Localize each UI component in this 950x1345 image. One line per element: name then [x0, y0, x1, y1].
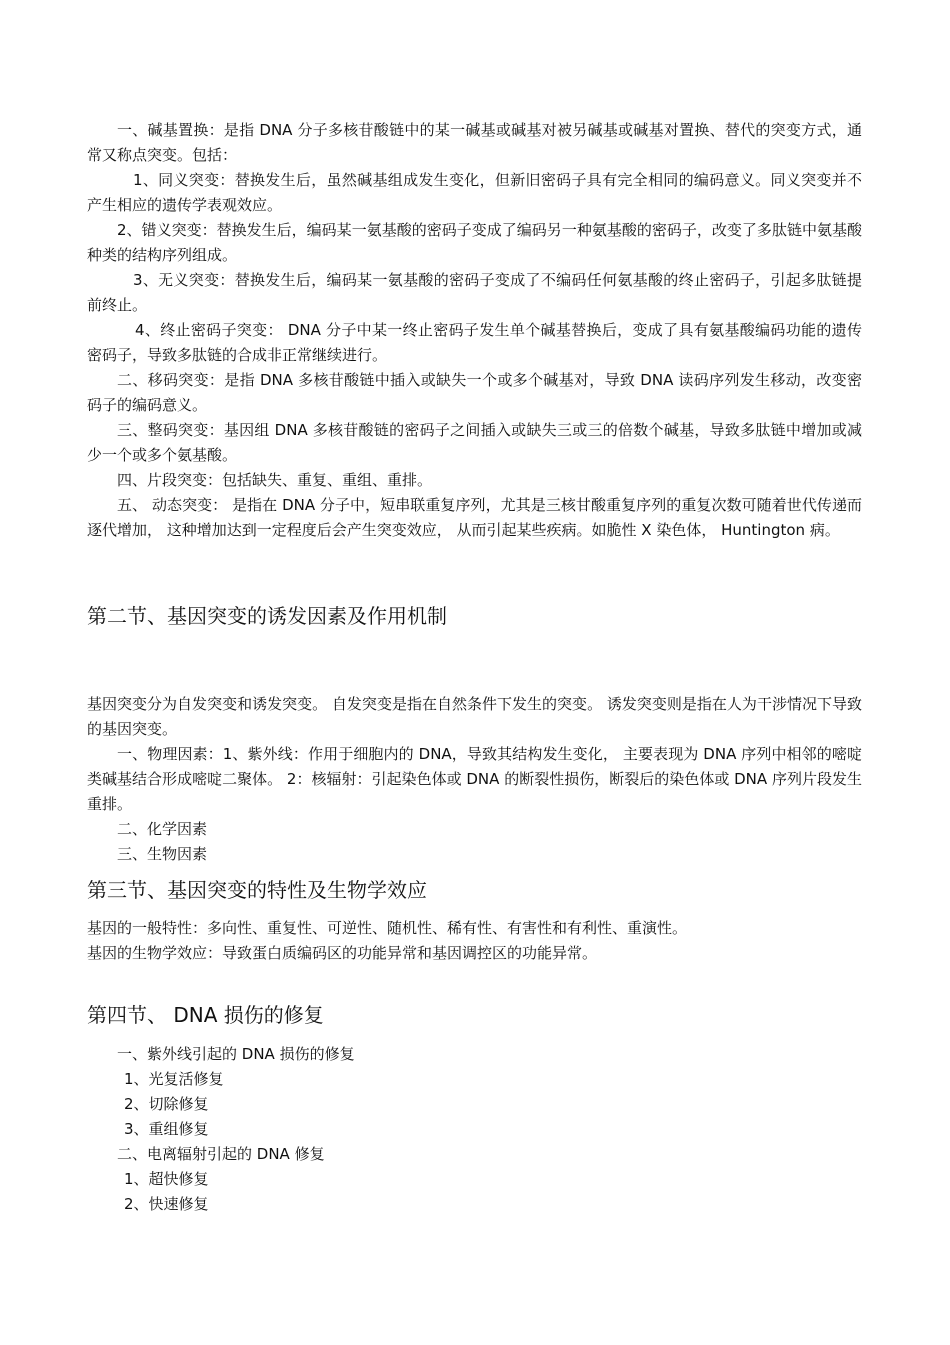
- section-3-title: 第三节、基因突变的特性及生物学效应: [87, 878, 427, 902]
- paragraph-synonymous-mutation: 1、同义突变：替换发生后，虽然碱基组成发生变化，但新旧密码子具有完全相同的编码意义。同义突变并不产生相应的遗传学表观效应。: [87, 171, 862, 214]
- list-item-fast-repair: 2、快速修复: [124, 1195, 209, 1213]
- paragraph-stop-codon-mutation: 4、终止密码子突变： DNA 分子中某一终止密码子发生单个碱基替换后，变成了具有氨基酸编码功能的遗传密码子，导致多肽链的合成非正常继续进行。: [87, 321, 862, 364]
- list-item-uv-repair: 一、紫外线引起的 DNA 损伤的修复: [117, 1045, 355, 1063]
- list-item-ultrafast-repair: 1、超快修复: [124, 1170, 209, 1188]
- section-2-title: 第二节、基因突变的诱发因素及作用机制: [87, 604, 447, 628]
- paragraph-dynamic-mutation: 五、 动态突变： 是指在 DNA 分子中，短串联重复序列，尤其是三核甘酸重复序列的重复次数可随着世代传递而逐代增加， 这种增加达到一定程度后会产生突变效应， 从而引起某些疾病。如脆性 X 染色体， Huntington 病。: [87, 496, 862, 539]
- paragraph-frameshift-mutation: 二、移码突变：是指 DNA 多核苷酸链中插入或缺失一个或多个碱基对，导致 DNA 读码序列发生移动，改变密码子的编码意义。: [87, 371, 862, 414]
- list-item-photoreactivation: 1、光复活修复: [124, 1070, 224, 1088]
- paragraph-gene-properties: 基因的一般特性：多向性、重复性、可逆性、随机性、稀有性、有害性和有利性、重演性。: [87, 919, 688, 937]
- paragraph-nonsense-mutation: 3、无义突变：替换发生后，编码某一氨基酸的密码子变成了不编码任何氨基酸的终止密码子，引起多肽链提前终止。: [87, 271, 862, 314]
- paragraph-codon-mutation: 三、整码突变：基因组 DNA 多核苷酸链的密码子之间插入或缺失三或三的倍数个碱基，导致多肽链中增加或减少一个或多个氨基酸。: [87, 421, 862, 464]
- paragraph-chemical-factors: 二、化学因素: [117, 820, 208, 838]
- list-item-recombination-repair: 3、重组修复: [124, 1120, 209, 1138]
- paragraph-mutation-types: 基因突变分为自发突变和诱发突变。 自发突变是指在自然条件下发生的突变。 诱发突变则是指在人为干涉情况下导致的基因突变。: [87, 695, 862, 738]
- paragraph-fragment-mutation: 四、片段突变：包括缺失、重复、重组、重排。: [117, 471, 433, 489]
- paragraph-base-substitution: 一、碱基置换：是指 DNA 分子多核苷酸链中的某一碱基或碱基对被另碱基或碱基对置换、替代的突变方式，通常又称点突变。包括：: [87, 121, 862, 164]
- list-item-excision-repair: 2、切除修复: [124, 1095, 209, 1113]
- paragraph-biological-effects: 基因的生物学效应：导致蛋白质编码区的功能异常和基因调控区的功能异常。: [87, 944, 598, 962]
- paragraph-physical-factors: 一、物理因素：1、紫外线：作用于细胞内的 DNA，导致其结构发生变化， 主要表现为 DNA 序列中相邻的嘧啶类碱基结合形成嘧啶二聚体。 2：核辐射：引起染色体或 DNA 的断裂性损伤，断裂后的染色体或 DNA 序列片段发生重排。: [87, 745, 862, 813]
- section-4-title: 第四节、 DNA 损伤的修复: [87, 1003, 324, 1027]
- list-item-ionizing-repair: 二、电离辐射引起的 DNA 修复: [117, 1145, 325, 1163]
- paragraph-missense-mutation: 2、错义突变：替换发生后，编码某一氨基酸的密码子变成了编码另一种氨基酸的密码子，改变了多肽链中氨基酸种类的结构序列组成。: [87, 221, 862, 264]
- paragraph-biological-factors: 三、生物因素: [117, 845, 208, 863]
